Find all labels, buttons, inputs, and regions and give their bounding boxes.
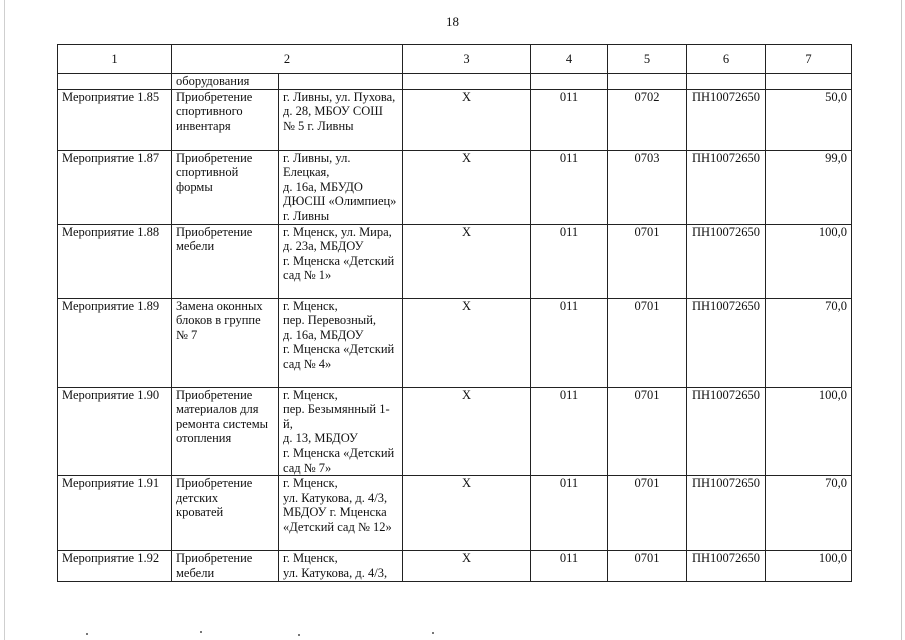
scan-left-edge [4, 0, 5, 640]
activity-cell: Мероприятие 1.90 [58, 387, 172, 476]
col6-cell: ПН10072650 [687, 224, 766, 298]
table-row [58, 387, 852, 476]
header-cell-3: 3 [403, 45, 531, 74]
item-name-cell: Приобретение мебели [172, 224, 279, 298]
col5-cell: 0701 [608, 298, 687, 387]
item-name-cell: Приобретение мебели [172, 551, 279, 582]
address-cell: г. Ливны, ул. Пухова, д. 28, МБОУ СОШ № 5 г. Ливны [279, 89, 403, 150]
item-name-cell: Приобретение материалов для ремонта системы отопления [172, 387, 279, 476]
header-cell-7: 7 [766, 45, 852, 74]
col5-cell: 0701 [608, 224, 687, 298]
address-cell: г. Мценск, пер. Безымянный 1-й, д. 13, МБДОУ г. Мценска «Детский сад № 7» [279, 387, 403, 476]
col7-cell: 70,0 [766, 476, 852, 551]
activity-cell: Мероприятие 1.88 [58, 224, 172, 298]
table-header-row [58, 45, 852, 74]
table-row [58, 476, 852, 551]
col6-cell: ПН10072650 [687, 89, 766, 150]
scan-noise-marks [60, 630, 480, 636]
table-row [58, 224, 852, 298]
col6-cell: ПН10072650 [687, 387, 766, 476]
cont-cell-col5 [608, 74, 687, 90]
header-cell-2: 2 [172, 45, 403, 74]
header-cell-1: 1 [58, 45, 172, 74]
col4-cell: 011 [531, 224, 608, 298]
header-cell-4: 4 [531, 45, 608, 74]
cont-cell-address [279, 74, 403, 90]
col5-cell: 0701 [608, 387, 687, 476]
address-cell: г. Мценск, ул. Катукова, д. 4/3, [279, 551, 403, 582]
page-number: 18 [446, 14, 459, 29]
address-cell: г. Мценск, ул. Мира, д. 23а, МБДОУ г. Мценска «Детский сад № 1» [279, 224, 403, 298]
table-row [58, 298, 852, 387]
cont-cell-col4 [531, 74, 608, 90]
col5-cell: 0702 [608, 89, 687, 150]
col3-cell: Х [403, 298, 531, 387]
col4-cell: 011 [531, 298, 608, 387]
col6-cell: ПН10072650 [687, 551, 766, 582]
col7-cell: 100,0 [766, 224, 852, 298]
scan-right-edge [901, 0, 902, 640]
col7-cell: 100,0 [766, 551, 852, 582]
header-cell-5: 5 [608, 45, 687, 74]
activity-cell: Мероприятие 1.85 [58, 89, 172, 150]
col4-cell: 011 [531, 150, 608, 224]
col6-cell: ПН10072650 [687, 150, 766, 224]
budget-table [57, 44, 852, 582]
col3-cell: Х [403, 150, 531, 224]
col4-cell: 011 [531, 387, 608, 476]
col7-cell: 100,0 [766, 387, 852, 476]
activity-cell: Мероприятие 1.87 [58, 150, 172, 224]
cont-cell-col3 [403, 74, 531, 90]
table-row [58, 150, 852, 224]
activity-cell: Мероприятие 1.91 [58, 476, 172, 551]
item-name-cell: Замена оконных блоков в группе № 7 [172, 298, 279, 387]
col4-cell: 011 [531, 551, 608, 582]
col7-cell: 50,0 [766, 89, 852, 150]
address-cell: г. Мценск, ул. Катукова, д. 4/3, МБДОУ г. Мценска «Детский сад № 12» [279, 476, 403, 551]
continuation-row [58, 74, 852, 90]
col7-cell: 99,0 [766, 150, 852, 224]
cont-cell-col7 [766, 74, 852, 90]
col3-cell: Х [403, 224, 531, 298]
activity-cell: Мероприятие 1.92 [58, 551, 172, 582]
col3-cell: Х [403, 476, 531, 551]
cont-cell-activity [58, 74, 172, 90]
activity-cell: Мероприятие 1.89 [58, 298, 172, 387]
col5-cell: 0701 [608, 476, 687, 551]
col5-cell: 0701 [608, 551, 687, 582]
table-row [58, 89, 852, 150]
col3-cell: Х [403, 551, 531, 582]
col6-cell: ПН10072650 [687, 476, 766, 551]
col5-cell: 0703 [608, 150, 687, 224]
item-name-cell: Приобретение детских кроватей [172, 476, 279, 551]
col3-cell: Х [403, 387, 531, 476]
col4-cell: 011 [531, 476, 608, 551]
address-cell: г. Ливны, ул. Елецкая, д. 16а, МБУДО ДЮСШ «Олимпиец» г. Ливны [279, 150, 403, 224]
address-cell: г. Мценск, пер. Перевозный, д. 16а, МБДОУ г. Мценска «Детский сад № 4» [279, 298, 403, 387]
table-row [58, 551, 852, 582]
col7-cell: 70,0 [766, 298, 852, 387]
header-cell-6: 6 [687, 45, 766, 74]
col6-cell: ПН10072650 [687, 298, 766, 387]
col3-cell: Х [403, 89, 531, 150]
item-name-cell: Приобретение спортивного инвентаря [172, 89, 279, 150]
item-name-cell: Приобретение спортивной формы [172, 150, 279, 224]
cont-cell-name: оборудования [172, 74, 279, 90]
cont-cell-col6 [687, 74, 766, 90]
col4-cell: 011 [531, 89, 608, 150]
